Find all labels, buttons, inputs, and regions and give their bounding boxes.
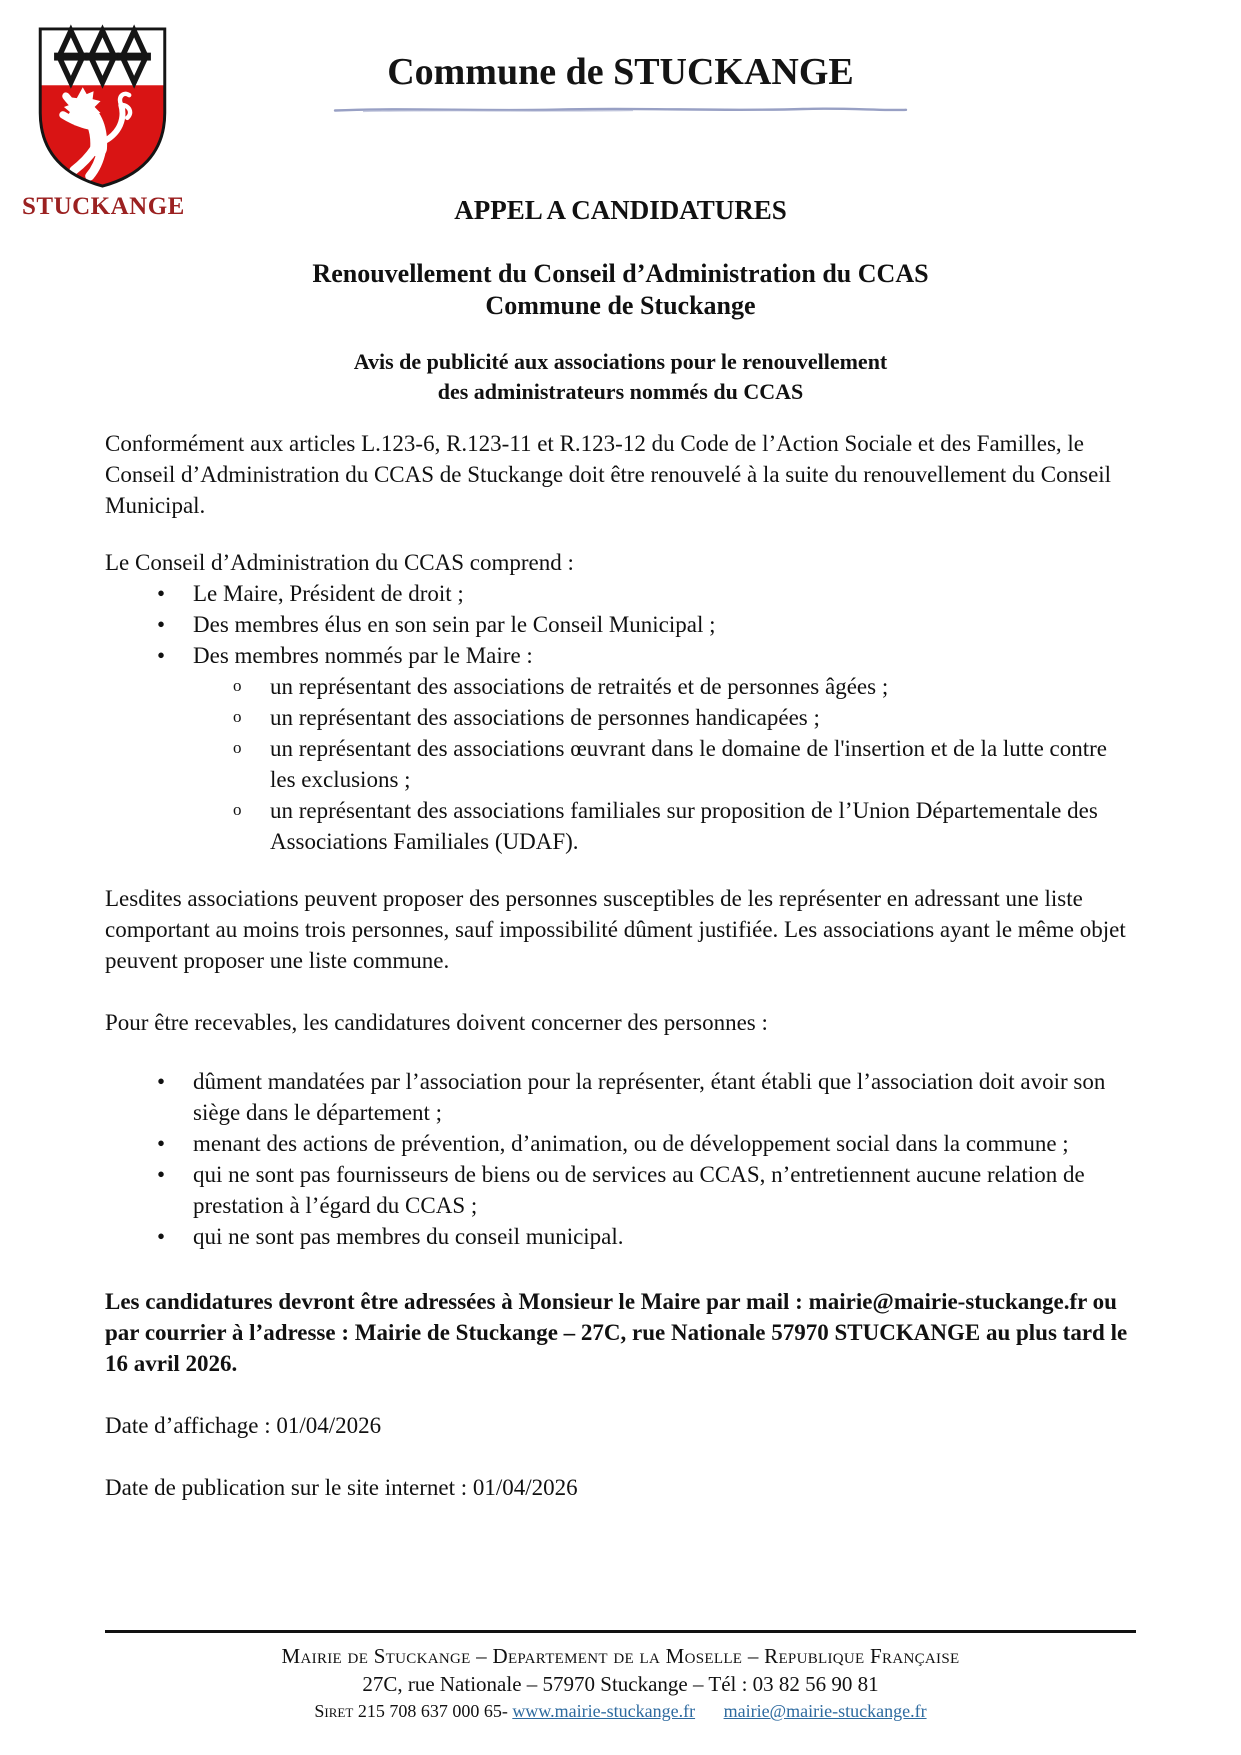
publication-date: Date de publication sur le site internet : 01/04/2026 bbox=[105, 1475, 578, 1500]
paragraph-conditions-intro: Pour être recevables, les candidatures doivent concerner des personnes : bbox=[105, 1010, 768, 1035]
list-item: • qui ne sont pas fournisseurs de biens ou de services au CCAS, n’entretiennent aucune relation de prestation à l’égard du CCAS ; bbox=[105, 1159, 1136, 1221]
list-item: • Le Maire, Président de droit ; bbox=[105, 578, 1136, 609]
siret-number: Siret 215 708 637 000 65- bbox=[314, 1701, 508, 1721]
subtitle-line1: Renouvellement du Conseil d’Administration du CCAS bbox=[312, 259, 929, 288]
paragraph-council-intro: Le Conseil d’Administration du CCAS comprend : bbox=[105, 550, 574, 575]
website-link[interactable]: www.mairie-stuckange.fr bbox=[512, 1701, 696, 1721]
notice-line1: Avis de publicité aux associations pour le renouvellement bbox=[353, 349, 888, 374]
subtitle bbox=[105, 258, 1136, 322]
list-item: • Des membres élus en son sein par le Conseil Municipal ; bbox=[105, 609, 1136, 640]
subtitle-line2: Commune de Stuckange bbox=[485, 291, 756, 320]
paragraph-legal-basis: Conformément aux articles L.123-6, R.123-11 et R.123-12 du Code de l’Action Sociale et des Familles, le Conseil d’Administration du CCAS de Stuckange doit être renouvelé à la suite du renouvellement du Conseil Municipal. bbox=[105, 431, 1112, 518]
paragraph-submission-instructions: Les candidatures devront être adressées à Monsieur le Maire par mail : mairie@mairie-stuckange.fr ou par courrier à l’adresse : Mairie de Stuckange – 27C, rue Nationale 57970 STUCKANGE au plus tard le 16 avril 2026. bbox=[105, 1289, 1128, 1376]
list-item: • Des membres nommés par le Maire : bbox=[105, 640, 1136, 671]
list-item: • dûment mandatées par l’association pour la représenter, étant établi que l’association doit avoir son siège dans le département ; bbox=[105, 1066, 1136, 1128]
footer-contact-line bbox=[105, 1698, 1136, 1724]
letterhead-title: Commune de STUCKANGE bbox=[387, 51, 854, 93]
main-title: APPEL A CANDIDATURES bbox=[454, 195, 787, 225]
list-item: o un représentant des associations de personnes handicapées ; bbox=[105, 702, 1136, 733]
footer-address-line: 27C, rue Nationale – 57970 Stuckange – Tél : 03 82 56 90 81 bbox=[362, 1672, 879, 1696]
notice-line2: des administrateurs nommés du CCAS bbox=[437, 379, 804, 404]
coat-of-arms-caption: STUCKANGE bbox=[22, 193, 185, 220]
display-date: Date d’affichage : 01/04/2026 bbox=[105, 1413, 382, 1438]
list-item: o un représentant des associations familiales sur proposition de l’Union Départementale des Associations Familiales (UDAF). bbox=[105, 795, 1136, 857]
paragraph-propositions: Lesdites associations peuvent proposer des personnes susceptibles de les représenter en adressant une liste comportant au moins trois personnes, sauf impossibilité dûment justifiée. Les associations ayant le même objet peuvent proposer une liste commune. bbox=[105, 886, 1126, 973]
list-item: • menant des actions de prévention, d’animation, ou de développement social dans la commune ; bbox=[105, 1128, 1136, 1159]
council-members-list bbox=[105, 578, 1136, 671]
footer-divider bbox=[105, 1630, 1136, 1633]
document-body bbox=[105, 193, 1136, 1503]
list-item: o un représentant des associations œuvrant dans le domaine de l'insertion et de la lutte contre les exclusions ; bbox=[105, 733, 1136, 795]
letterhead-underline-icon bbox=[333, 106, 908, 114]
footer-administration-line: Mairie de Stuckange – Departement de la Moselle – Republique Française bbox=[281, 1644, 960, 1668]
page-footer bbox=[105, 1630, 1136, 1724]
email-link[interactable]: mairie@mairie-stuckange.fr bbox=[723, 1701, 927, 1721]
conditions-list bbox=[105, 1066, 1136, 1252]
list-item: • qui ne sont pas membres du conseil municipal. bbox=[105, 1221, 1136, 1252]
nominated-members-list bbox=[105, 671, 1136, 857]
notice-heading bbox=[105, 347, 1136, 407]
list-item: o un représentant des associations de retraités et de personnes âgées ; bbox=[105, 671, 1136, 702]
